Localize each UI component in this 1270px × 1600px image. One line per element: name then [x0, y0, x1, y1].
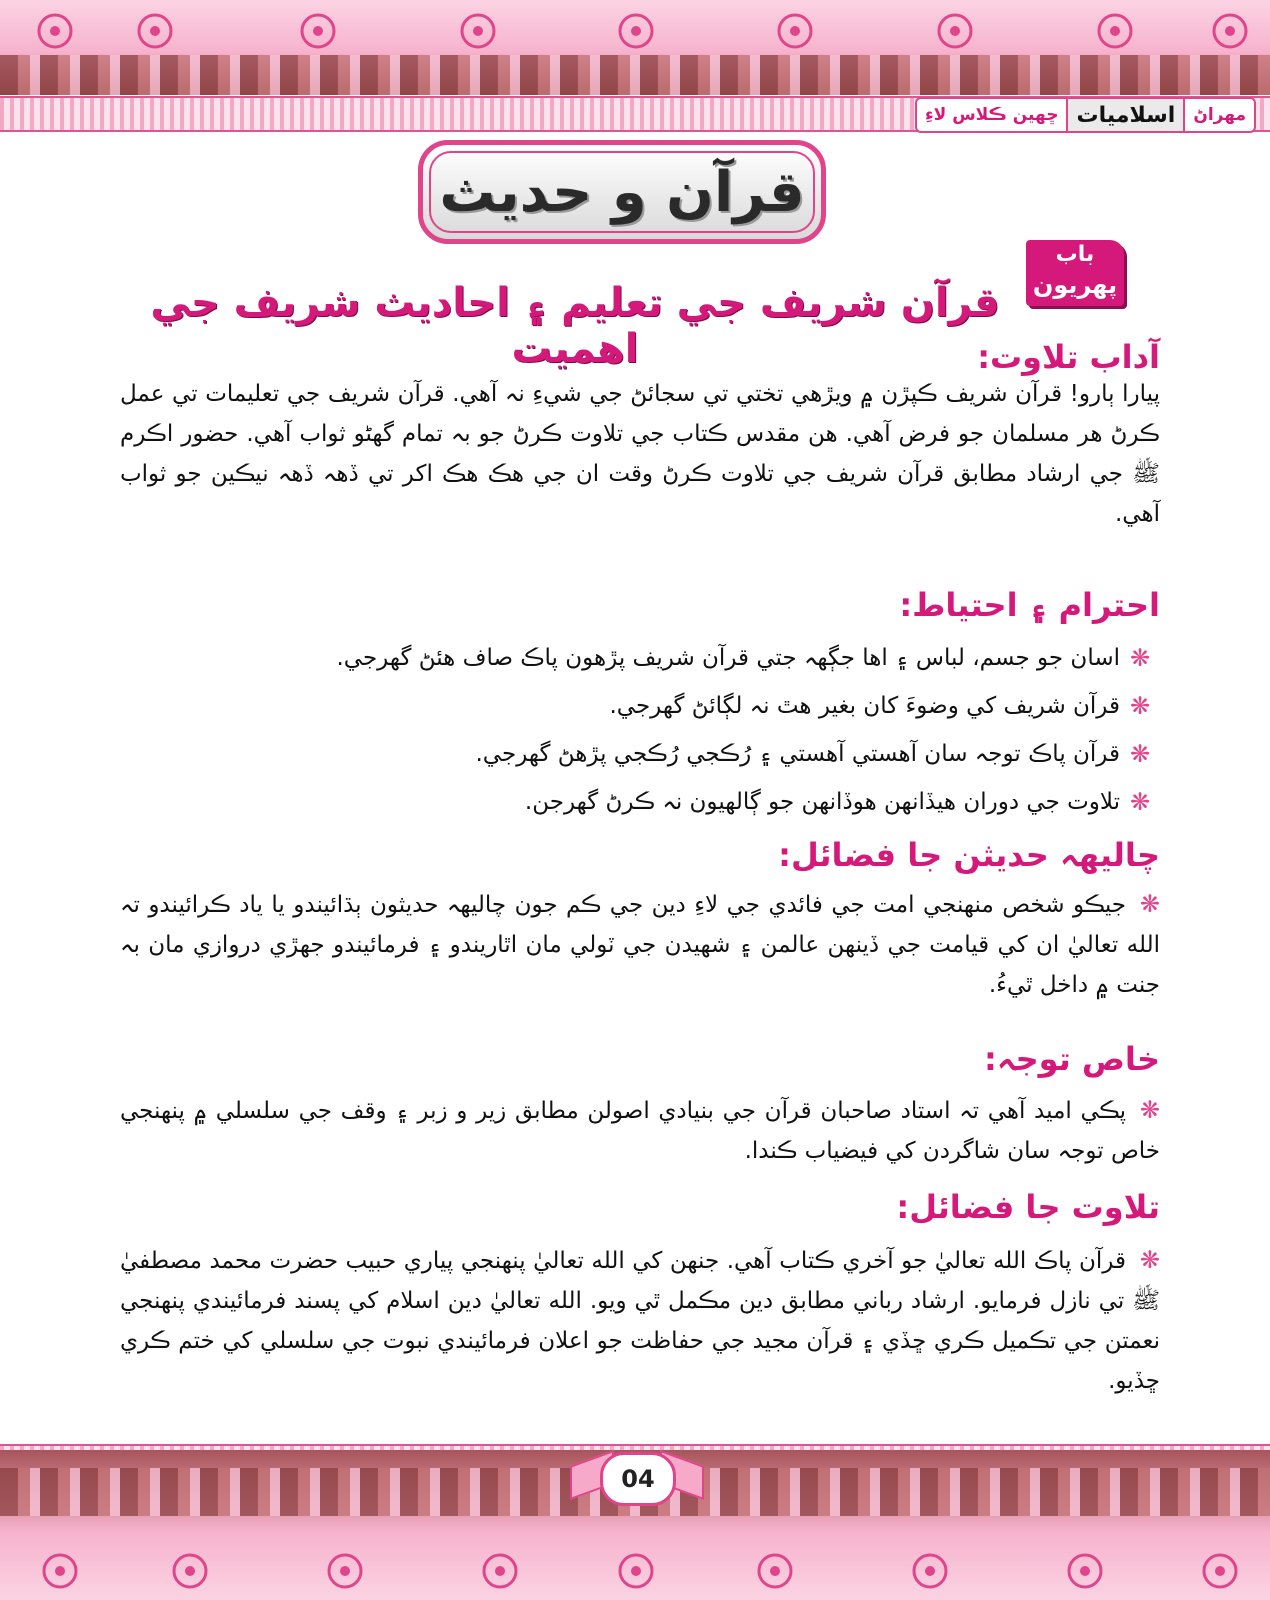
lace-pattern-top: [0, 55, 1270, 95]
list-item-text: قرآن شريف کي وضوءَ کان بغير هٿ نہ لڳائڻ گهرجي.: [609, 693, 1120, 719]
flower-bullet-icon: ❋: [1129, 788, 1151, 816]
flower-bullet-icon: ❋: [1139, 1096, 1160, 1124]
paragraph-adab-tilawat: پيارا ٻارو! قرآن شريف ڪپڙن ۾ ويڙهي تختي تي سجائڻ جي شيءِ نہ آهي. قرآن شريف جي تعليمات تي عمل ڪرڻ هر مسلمان جو فرض آهي. هن مقدس ڪتاب جي تلاوت ڪرڻ جو بہ تمام گهڻو ثواب آهي. حضور اڪرم ﷺ جي ارشاد مطابق قرآن شريف جي تلاوت ڪرڻ وقت ان جي هڪ هڪ اکر تي ڏهہ ڏهہ نيڪين جو ثواب آهي.: [120, 381, 1160, 527]
paragraph-tilawat-fazail: [120, 1240, 1160, 1401]
list-item: [120, 730, 1160, 778]
main-heading: قرآن شريف جي تعليم ۽ احاديث شريف جي اهميت: [150, 280, 1000, 372]
heading-tilawat-fazail: تلاوت جا فضائل:: [896, 1188, 1160, 1226]
series-subject: اسلاميات: [1066, 99, 1185, 131]
list-item-text: اسان جو جسم، لباس ۽ اها جڳهہ جتي قرآن شريف پڙهون پاڪ صاف هئڻ گهرجي.: [336, 645, 1120, 671]
chapter-tag: [1026, 240, 1124, 306]
ehtiram-bullet-list: [120, 634, 1160, 826]
heading-adab-tilawat: آداب تلاوت:: [977, 338, 1160, 376]
list-item-text: تلاوت جي دوران هيڏانهن هوڏانهن جو ڳالهيون نہ ڪرڻ گهرجن.: [524, 789, 1120, 815]
heading-ehtiram: احترام ۽ احتياط:: [899, 586, 1160, 624]
flower-bullet-icon: ❋: [1129, 692, 1151, 720]
heading-khas-tawajuh: خاص توجہ:: [984, 1040, 1160, 1078]
flower-pattern-bottom: [0, 1546, 1270, 1596]
paragraph-text: قرآن پاڪ الله تعاليٰ جو آخري ڪتاب آهي. جنهن کي الله تعاليٰ پنهنجي پياري حبيب حضرت محمد مصطفيٰ ﷺ تي نازل فرمايو. ارشاد رباني مطابق دين مڪمل ٿي ويو. الله تعاليٰ دين اسلام کي پسند فرمائيندي پنهنجي نعمتن جي تڪميل ڪري ڇڏي ۽ قرآن مجيد جي حفاظت جو اعلان فرمائيندي نبوت جي سلسلي کي ختم ڪري ڇڏيو.: [120, 1248, 1160, 1394]
chapter-tag-line2: پهريون: [1032, 271, 1118, 299]
flower-bullet-icon: ❋: [1129, 644, 1151, 672]
title-plaque: [418, 140, 826, 244]
top-decorative-border: [0, 0, 1270, 95]
series-class: ڇهين ڪلاس لاءِ: [924, 105, 1059, 125]
page-title: قرآن و حديث: [439, 159, 805, 225]
paragraph-text: جيڪو شخص منهنجي امت جي فائدي جي لاءِ دين جي ڪم جون چاليهہ حديثون ٻڌائيندو يا ياد ڪرائيندو تہ الله تعاليٰ ان کي قيامت جي ڏينهن عالمن ۽ شهيدن جي ٽولي مان اٿاريندو ۽ فرمائيندو جهڙي دروازي مان بہ جنت ۾ داخل ٿيءُ.: [120, 892, 1160, 998]
page-number: 04: [600, 1452, 676, 1506]
paragraph-chaleeh-hadees: [120, 884, 1160, 1005]
series-publisher: مهراڻ: [1193, 105, 1246, 125]
flower-bullet-icon: ❋: [1139, 890, 1160, 918]
list-item: [120, 682, 1160, 730]
paragraph-khas-tawajuh: [120, 1090, 1160, 1171]
chapter-tag-line1: باب: [1055, 242, 1095, 267]
flower-pattern-top: [0, 6, 1270, 56]
heading-chaleeh-hadees: چاليهہ حديثن جا فضائل:: [778, 836, 1160, 874]
list-item: [120, 778, 1160, 826]
series-label: [915, 97, 1256, 133]
list-item: [120, 634, 1160, 682]
flower-bullet-icon: ❋: [1139, 1246, 1160, 1274]
list-item-text: قرآن پاڪ توجہ سان آهستي آهستي ۽ رُڪجي رُڪجي پڙهڻ گهرجي.: [475, 741, 1120, 767]
flower-bullet-icon: ❋: [1129, 740, 1151, 768]
paragraph-text: پڪي اميد آهي تہ استاد صاحبان قرآن جي بنيادي اصولن مطابق زير و زبر ۽ وقف جي سلسلي ۾ پنهنجي خاص توجہ سان شاگردن کي فيضياب ڪندا.: [120, 1098, 1160, 1164]
